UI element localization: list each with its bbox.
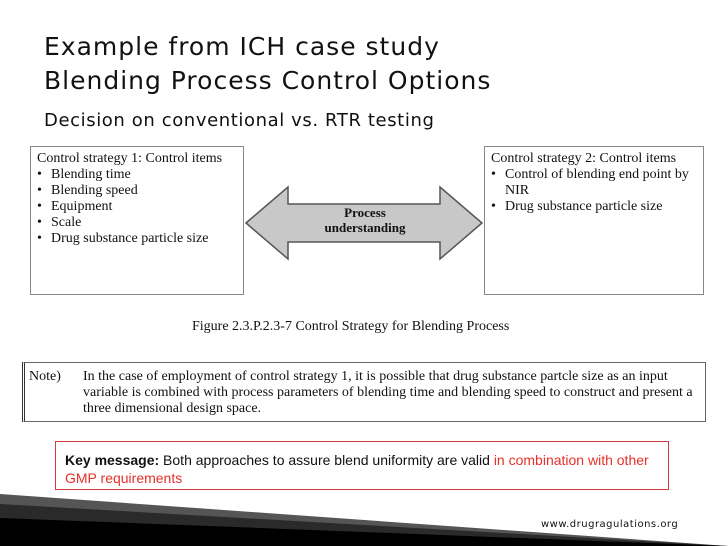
key-message-box: [55, 441, 669, 490]
list-item: • Blending time: [37, 167, 237, 183]
list-item: • Blending speed: [37, 183, 237, 199]
title-line-2: Blending Process Control Options: [44, 66, 492, 95]
list-item: • Equipment: [37, 199, 237, 215]
subtitle: Decision on conventional vs. RTR testing: [44, 110, 435, 131]
note-text: In the case of employment of control strategy 1, it is possible that drug substance partcle size as an input variable is combined with process parameters of blending time and blending speed to construct and present a three dimensional design space.: [83, 369, 693, 416]
control-strategy-2-list: [491, 167, 697, 215]
key-message-label: Key message:: [65, 452, 160, 468]
note-label: Note): [29, 369, 61, 384]
note-box: [22, 362, 706, 422]
list-item: • Control of blending end point by NIR: [491, 167, 697, 199]
control-strategy-1-box: [30, 146, 244, 295]
key-message-text: Both approaches to assure blend uniformity are valid: [159, 452, 494, 468]
decorative-swoosh: [0, 488, 728, 546]
control-strategy-2-box: [484, 146, 704, 295]
title-line-1: Example from ICH case study: [44, 32, 440, 61]
list-item: • Drug substance particle size: [491, 199, 697, 215]
list-item: • Drug substance particle size: [37, 231, 237, 247]
figure-caption: Figure 2.3.P.2.3-7 Control Strategy for Blending Process: [192, 319, 510, 334]
control-strategy-2-heading: Control strategy 2: Control items: [491, 151, 677, 166]
process-understanding-label: Process understanding: [324, 205, 406, 235]
key-message-highlight: in combination with other GMP requirements: [65, 452, 649, 486]
control-strategy-1-heading: Control strategy 1: Control items: [37, 151, 223, 166]
control-strategy-1-list: [37, 167, 237, 247]
footer-url: www.drugragulations.org: [541, 519, 679, 530]
list-item: • Scale: [37, 215, 237, 231]
